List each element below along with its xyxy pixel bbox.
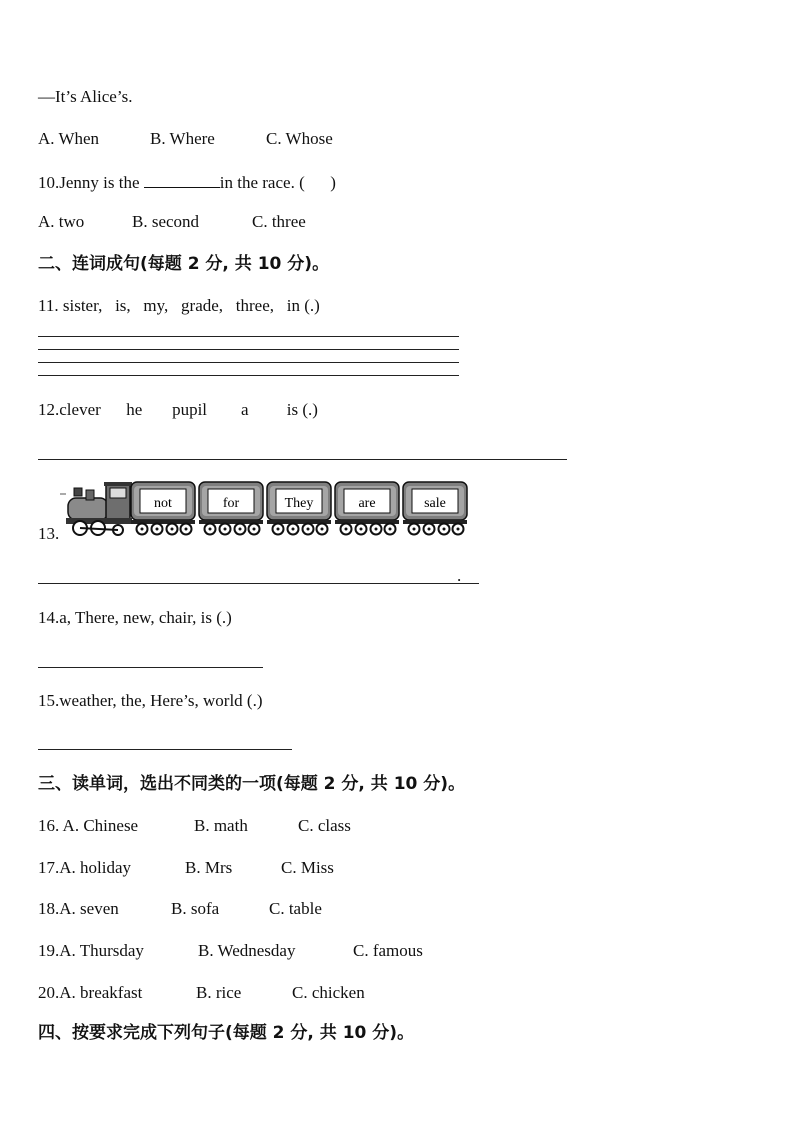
- train-word-1: not: [154, 496, 172, 511]
- q15-words: 15.weather, the, Here’s, world (.): [38, 691, 263, 710]
- q15-answer-line[interactable]: [38, 749, 292, 750]
- q13-period: .: [457, 566, 462, 585]
- q11-writing-line-4[interactable]: [38, 375, 459, 376]
- q12-words: 12.clever he pupil a is (.): [38, 400, 318, 419]
- q19-option-c: C. famous: [353, 941, 423, 960]
- q10-blank[interactable]: [144, 171, 220, 188]
- q11-writing-line-1[interactable]: [38, 336, 459, 337]
- word-train-illustration: [60, 478, 470, 540]
- section-3-heading: 三、读单词，选出不同类的一项(每题 2 分, 共 10 分)。: [38, 774, 466, 794]
- train-word-2: for: [222, 496, 240, 511]
- q20-option-a: 20.A. breakfast: [38, 983, 143, 1002]
- q13-number: 13.: [38, 524, 60, 543]
- q19-option-b: B. Wednesday: [198, 941, 296, 960]
- q10-option-b: B. second: [132, 212, 200, 231]
- train-word-3: They: [284, 496, 314, 511]
- q14-words: 14.a, There, new, chair, is (.): [38, 608, 232, 627]
- q17-option-b: B. Mrs: [185, 858, 233, 877]
- q10-option-c: C. three: [252, 212, 306, 231]
- locomotive-icon: [60, 482, 132, 535]
- q11-words: 11. sister, is, my, grade, three, in (.): [38, 296, 320, 315]
- train-word-5: sale: [424, 496, 446, 511]
- q13-answer-line[interactable]: [38, 583, 479, 584]
- q9-option-a: A. When: [38, 129, 100, 148]
- q16-option-c: C. class: [298, 816, 351, 835]
- train-word-4: are: [358, 496, 376, 511]
- q10-option-a: A. two: [38, 212, 85, 231]
- q14-answer-line[interactable]: [38, 667, 263, 668]
- q18-option-c: C. table: [269, 899, 322, 918]
- q18-option-a: 18.A. seven: [38, 899, 119, 918]
- q12-answer-line[interactable]: [38, 459, 567, 460]
- q17-option-c: C. Miss: [281, 858, 334, 877]
- q10-prompt: [38, 171, 336, 193]
- q17-option-a: 17.A. holiday: [38, 858, 132, 877]
- q20-option-c: C. chicken: [292, 983, 365, 1002]
- section-4-heading: 四、按要求完成下列句子(每题 2 分, 共 10 分)。: [38, 1023, 415, 1043]
- q9-answer-line: —It’s Alice’s.: [38, 87, 133, 106]
- carriage-2: [199, 482, 263, 535]
- section-2-heading: 二、连词成句(每题 2 分, 共 10 分)。: [38, 254, 330, 274]
- q11-writing-line-2[interactable]: [38, 349, 459, 350]
- carriage-4: [335, 482, 399, 535]
- q10-prompt-start: 10.Jenny is the: [38, 173, 144, 192]
- q16-option-b: B. math: [194, 816, 248, 835]
- carriage-5: [403, 482, 467, 535]
- q19-option-a: 19.A. Thursday: [38, 941, 144, 960]
- carriage-1: [131, 482, 195, 535]
- q9-option-c: C. Whose: [266, 129, 333, 148]
- q9-option-b: B. Where: [150, 129, 215, 148]
- q20-option-b: B. rice: [196, 983, 242, 1002]
- q10-prompt-end: in the race. ( ): [219, 173, 336, 192]
- q16-option-a: 16. A. Chinese: [38, 816, 139, 835]
- q11-writing-line-3[interactable]: [38, 362, 459, 363]
- carriage-3: [267, 482, 331, 535]
- q18-option-b: B. sofa: [171, 899, 220, 918]
